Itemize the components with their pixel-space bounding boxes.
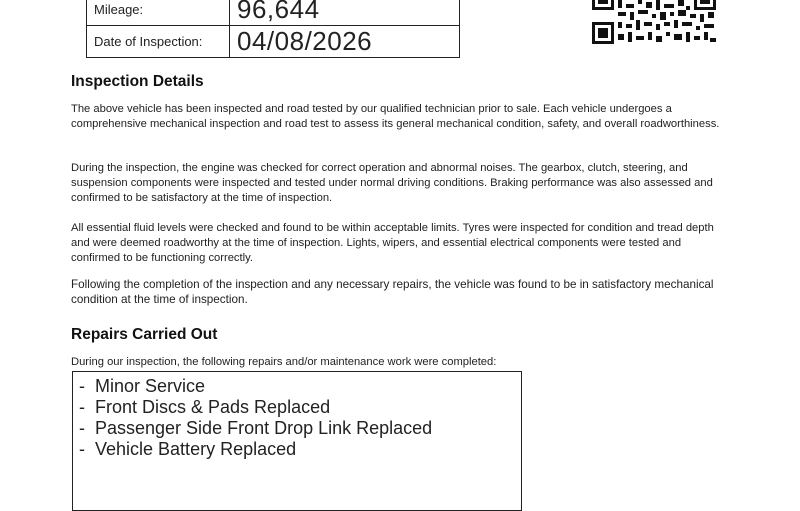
mileage-value: 96,644 xyxy=(230,0,460,26)
mileage-row xyxy=(87,0,460,26)
qr-code xyxy=(590,0,718,46)
repair-item xyxy=(79,376,521,397)
inspection-paragraph-4: Following the completion of the inspection and any necessary repairs, the vehicle was found to be in satisfactory mechanical condition at the time of inspection. xyxy=(71,278,714,306)
repair-item-text: Minor Service xyxy=(95,376,206,396)
inspection-paragraph-2: During the inspection, the engine was checked for correct operation and abnormal noises. The gearbox, clutch, steering, and suspension components were inspected and tested under normal driving conditions. Braking performance was also assessed and confirmed to be satisfactory at the time of inspection. xyxy=(71,162,713,204)
inspection-details-heading: Inspection Details xyxy=(71,73,204,90)
inspection-date-value: 04/08/2026 xyxy=(230,26,460,58)
bullet-dash: - xyxy=(79,439,85,459)
repair-item xyxy=(79,418,521,439)
inspection-date-label: Date of Inspection: xyxy=(87,26,230,58)
inspection-paragraph-1: The above vehicle has been inspected and road tested by our qualified technician prior to sale. Each vehicle undergoes a comprehensive mechanical inspection and road test to assess its general mechanical condition, safety, and overall roadworthiness. xyxy=(71,103,720,130)
inspection-paragraph-3: All essential fluid levels were checked and found to be within acceptable limits. Tyres were inspected for condition and tread depth and were deemed roadworthy at the time of inspection. Lights, wipers, and essential electrical components were tested and confirmed to be functioning correctly. xyxy=(71,222,714,264)
repair-item xyxy=(79,439,521,460)
repairs-intro: During our inspection, the following repairs and/or maintenance work were completed: xyxy=(71,356,497,368)
repair-item xyxy=(79,397,521,418)
bullet-dash: - xyxy=(79,418,85,438)
bullet-dash: - xyxy=(79,376,85,396)
mileage-label: Mileage: xyxy=(87,0,230,26)
vehicle-info-table xyxy=(86,0,460,58)
repairs-list-box xyxy=(72,371,522,511)
repair-item-text: Vehicle Battery Replaced xyxy=(95,439,297,459)
repair-item-text: Front Discs & Pads Replaced xyxy=(95,397,331,417)
repairs-heading: Repairs Carried Out xyxy=(71,326,218,343)
repairs-list xyxy=(73,372,521,460)
bullet-dash: - xyxy=(79,397,85,417)
inspection-date-row xyxy=(87,26,460,58)
repair-item-text: Passenger Side Front Drop Link Replaced xyxy=(95,418,433,438)
